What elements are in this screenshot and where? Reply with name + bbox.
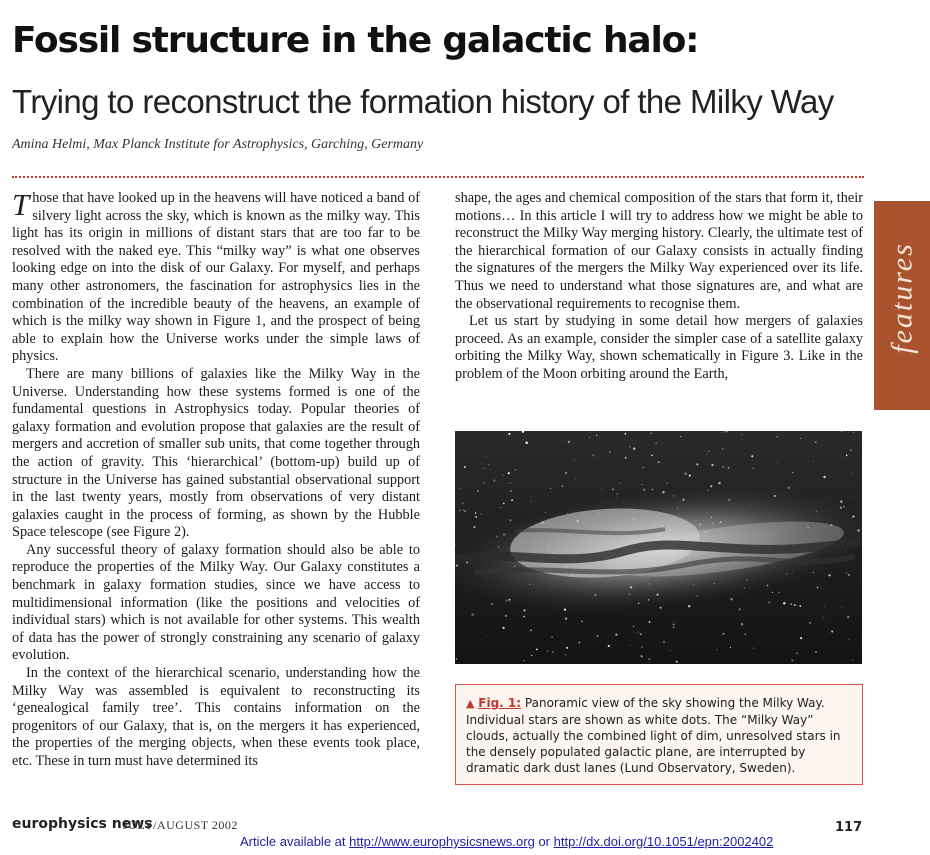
star-dot xyxy=(483,482,484,483)
star-dot xyxy=(751,455,753,457)
figure-caption xyxy=(455,684,863,785)
star-dot xyxy=(612,489,613,490)
star-dot xyxy=(707,464,708,465)
star-dot xyxy=(676,661,678,663)
paragraph xyxy=(12,187,420,366)
star-dot xyxy=(589,437,590,438)
star-dot xyxy=(831,630,833,632)
star-dot xyxy=(823,617,824,618)
star-dot xyxy=(841,607,842,608)
star-dot xyxy=(776,462,777,463)
star-dot xyxy=(581,620,583,622)
paragraph: In the context of the hierarchical scenario, understanding how the Milky Way was assembled is equivalent to reconstructing its ‘genealogical family tree’. This contains information on the progenitors of our Galaxy, that is, on the mergers it has experienced, the properties of the merging objects, when these events took place, etc. These in turn must have determined its xyxy=(12,665,420,769)
paragraph: Any successful theory of galaxy formation should also be able to reproduce the properties of the Milky Way. Our Galaxy constitutes a benchmark in galaxy formation studies, since we have access to multidimensional information (like the positions and velocities of individual stars) which is not available for other systems. This wealth of data has the power of strongly constraining any scenario of galaxy evolution. xyxy=(12,541,420,664)
paragraph: There are many billions of galaxies like the Milky Way in the Universe. Understanding how these systems formed is one of the fundamental questions in Astrophysics today. Popular theories of galaxy formation and evolution propose that galaxies are the result of mergers and accretion of smaller sub units, that come together through the action of gravity. This ‘hierarchical’ (bottom-up) build up of structure in the Universe has gained substantial observational support in the last twenty years, mostly from observations of very distant galaxies caught in the process of forming, as shown by the Hubble Space telescope (see Figure 2). xyxy=(12,365,420,541)
star-dot xyxy=(464,510,466,512)
star-dot xyxy=(511,499,513,501)
star-dot xyxy=(745,633,746,634)
star-dot xyxy=(486,636,487,637)
star-dot xyxy=(669,650,670,651)
star-dot xyxy=(728,467,730,469)
star-dot xyxy=(799,605,801,607)
star-dot xyxy=(672,623,674,625)
europhysicsnews-link[interactable]: http://www.europhysicsnews.org xyxy=(349,834,535,849)
star-dot xyxy=(629,645,630,646)
star-dot xyxy=(722,466,724,468)
star-dot xyxy=(776,436,778,438)
star-dot xyxy=(642,467,644,469)
star-dot xyxy=(641,646,643,648)
paragraph-text: hose that have looked up in the heavens will have noticed a band of silvery light across the sky, which is known as the milky way. This light has its origin in millions of distant stars that are too far to be resolved with the naked eye. This “milky way” is what one observes looking edge on into the disk of our Galaxy. For myself, and perhaps many other astronomers, the fascination for astrophysics lies in the combination of the incredible beauty of the heavens, an example of which is the milky way shown in Figure 1, and the prospect of being able to explain how the Universe works under the simple laws of physics. xyxy=(12,190,420,365)
star-dot xyxy=(508,472,510,474)
star-dot xyxy=(824,606,825,607)
star-dot xyxy=(655,442,656,443)
star-dot xyxy=(753,648,754,649)
triangle-icon: ▲ xyxy=(466,697,475,710)
star-dot xyxy=(633,626,635,628)
star-dot xyxy=(768,602,770,604)
star-dot xyxy=(485,456,486,457)
star-dot xyxy=(684,473,686,475)
star-dot xyxy=(488,464,489,465)
star-dot xyxy=(721,432,722,433)
star-dot xyxy=(651,433,652,434)
star-dot xyxy=(680,436,681,437)
article-subtitle: Trying to reconstruct the formation history of the Milky Way xyxy=(12,83,834,120)
star-dot xyxy=(809,622,810,623)
paragraph: shape, the ages and chemical composition of the stars that form it, their motions… In this article I will try to address how we might be able to reconstruct the Milky Way merging history. Clearly, the ultimate test of the hierarchical formation of our Galaxy consists in actually finding the signatures of the mergers the Milky Way experienced over its life. Thus we need to understand what those signatures are, and what are the observational requirements to recognise them. xyxy=(455,190,863,312)
star-dot xyxy=(565,472,567,474)
author-byline: Amina Helmi, Max Planck Institute for Astrophysics, Garching, Germany xyxy=(12,137,424,152)
star-dot xyxy=(848,574,850,576)
star-dot xyxy=(651,454,653,456)
star-dot xyxy=(846,455,848,457)
star-dot xyxy=(624,433,626,435)
star-dot xyxy=(649,621,651,623)
star-dot xyxy=(505,615,507,617)
star-dot xyxy=(640,655,642,657)
star-dot xyxy=(722,448,724,450)
section-tab xyxy=(874,201,930,410)
star-dot xyxy=(475,512,476,513)
star-dot xyxy=(815,441,817,443)
star-dot xyxy=(473,526,475,528)
star-dot xyxy=(523,439,524,440)
star-dot xyxy=(503,503,505,505)
star-dot xyxy=(551,636,553,638)
body-column-left xyxy=(12,187,420,771)
page-number: 117 xyxy=(835,820,863,835)
star-dot xyxy=(493,479,495,481)
star-dot xyxy=(475,516,477,518)
star-dot xyxy=(568,441,570,443)
star-dot xyxy=(565,617,567,619)
star-dot xyxy=(696,463,698,465)
star-dot xyxy=(524,660,526,662)
star-dot xyxy=(794,604,796,606)
star-dot xyxy=(536,648,538,650)
dotted-divider xyxy=(12,176,864,178)
star-dot xyxy=(741,623,744,626)
star-dot xyxy=(852,660,853,661)
star-dot xyxy=(530,501,531,502)
star-dot xyxy=(483,468,484,469)
star-dot xyxy=(850,449,852,451)
star-dot xyxy=(708,450,710,452)
star-dot xyxy=(673,627,674,628)
caption-text: Panoramic view of the sky showing the Milky Way. Individual stars are shown as white dots. The “Milky Way” clouds, actually the combined light of dim, unresolved stars in the densely populated galactic plane, are interrupted by dramatic dark dust lanes (Lund Observatory, Sweden). xyxy=(466,696,841,775)
star-dot xyxy=(619,482,621,484)
star-dot xyxy=(515,469,516,470)
star-dot xyxy=(464,466,466,468)
star-dot xyxy=(847,616,849,618)
star-dot xyxy=(609,451,611,453)
star-dot xyxy=(561,485,563,487)
star-dot xyxy=(637,632,639,634)
star-dot xyxy=(459,509,461,511)
star-dot xyxy=(578,642,580,644)
star-dot xyxy=(510,490,512,492)
star-dot xyxy=(800,438,801,439)
star-dot xyxy=(791,659,793,661)
star-dot xyxy=(596,635,598,637)
star-dot xyxy=(800,637,802,639)
body-column-right xyxy=(455,190,863,384)
figure-label: Fig. 1: xyxy=(478,696,522,710)
star-dot xyxy=(503,475,504,476)
star-dot xyxy=(480,513,481,514)
star-dot xyxy=(727,431,728,432)
star-dot xyxy=(502,627,504,629)
star-dot xyxy=(741,434,742,435)
star-dot xyxy=(510,482,512,484)
star-dot xyxy=(563,653,564,654)
star-dot xyxy=(796,653,798,655)
star-dot xyxy=(525,441,528,444)
drop-cap: T xyxy=(12,187,30,222)
star-dot xyxy=(779,592,780,593)
article-availability xyxy=(240,834,773,849)
star-dot xyxy=(596,435,597,436)
star-dot xyxy=(601,489,602,490)
star-dot xyxy=(633,447,636,450)
star-dot xyxy=(550,488,551,489)
star-dot xyxy=(730,647,731,648)
milky-way-photo xyxy=(455,431,862,664)
star-dot xyxy=(523,616,525,618)
star-dot xyxy=(565,654,567,656)
issue-date: JULY/AUGUST 2002 xyxy=(123,818,238,832)
star-dot xyxy=(592,454,594,456)
star-dot xyxy=(566,647,568,649)
doi-link[interactable]: http://dx.doi.org/10.1051/epn:2002402 xyxy=(553,834,774,849)
star-dot xyxy=(815,651,816,652)
star-dot xyxy=(460,488,461,489)
or-text: or xyxy=(534,834,554,849)
star-dot xyxy=(667,483,668,484)
star-dot xyxy=(641,484,642,485)
star-dot xyxy=(456,658,458,660)
star-dot xyxy=(851,472,852,473)
star-dot xyxy=(552,651,553,652)
star-dot xyxy=(462,510,463,511)
star-dot xyxy=(707,454,708,455)
star-dot xyxy=(753,468,754,469)
star-dot xyxy=(547,650,548,651)
star-dot xyxy=(711,464,713,466)
star-dot xyxy=(500,507,501,508)
star-dot xyxy=(530,630,532,632)
star-dot xyxy=(817,587,818,588)
milky-way-image xyxy=(455,431,862,664)
star-dot xyxy=(477,490,479,492)
article-prefix: Article available at xyxy=(240,834,350,849)
star-dot xyxy=(848,639,849,640)
star-dot xyxy=(663,641,666,644)
star-dot xyxy=(648,658,650,660)
star-dot xyxy=(471,613,474,616)
section-tab-label: features xyxy=(885,242,919,354)
journal-name: europhysics news xyxy=(12,816,153,832)
paragraph: Let us start by studying in some detail how mergers of galaxies proceed. As an example, consider the simpler case of a satellite galaxy orbiting the Milky Way, shown schematically in Figure 3. Like in the problem of the Moon orbiting around the Earth, xyxy=(455,313,863,382)
star-dot xyxy=(716,649,717,650)
star-dot xyxy=(823,476,825,478)
star-dot xyxy=(846,572,847,573)
star-dot xyxy=(574,459,575,460)
star-dot xyxy=(689,475,691,477)
star-dot xyxy=(783,602,785,604)
star-dot xyxy=(853,432,854,433)
star-dot xyxy=(575,478,576,479)
star-dot xyxy=(739,608,741,610)
star-dot xyxy=(508,433,510,435)
star-dot xyxy=(615,634,617,636)
article-title: Fossil structure in the galactic halo: xyxy=(12,20,699,61)
star-dot xyxy=(792,472,793,473)
star-dot xyxy=(608,645,610,647)
star-dot xyxy=(462,502,464,504)
star-dot xyxy=(723,633,724,634)
star-dot xyxy=(630,446,631,447)
star-dot xyxy=(813,461,814,462)
star-dot xyxy=(722,634,723,635)
star-dot xyxy=(640,633,642,635)
star-dot xyxy=(790,603,792,605)
star-dot xyxy=(625,457,627,459)
star-dot xyxy=(658,461,660,463)
star-dot xyxy=(531,655,532,656)
